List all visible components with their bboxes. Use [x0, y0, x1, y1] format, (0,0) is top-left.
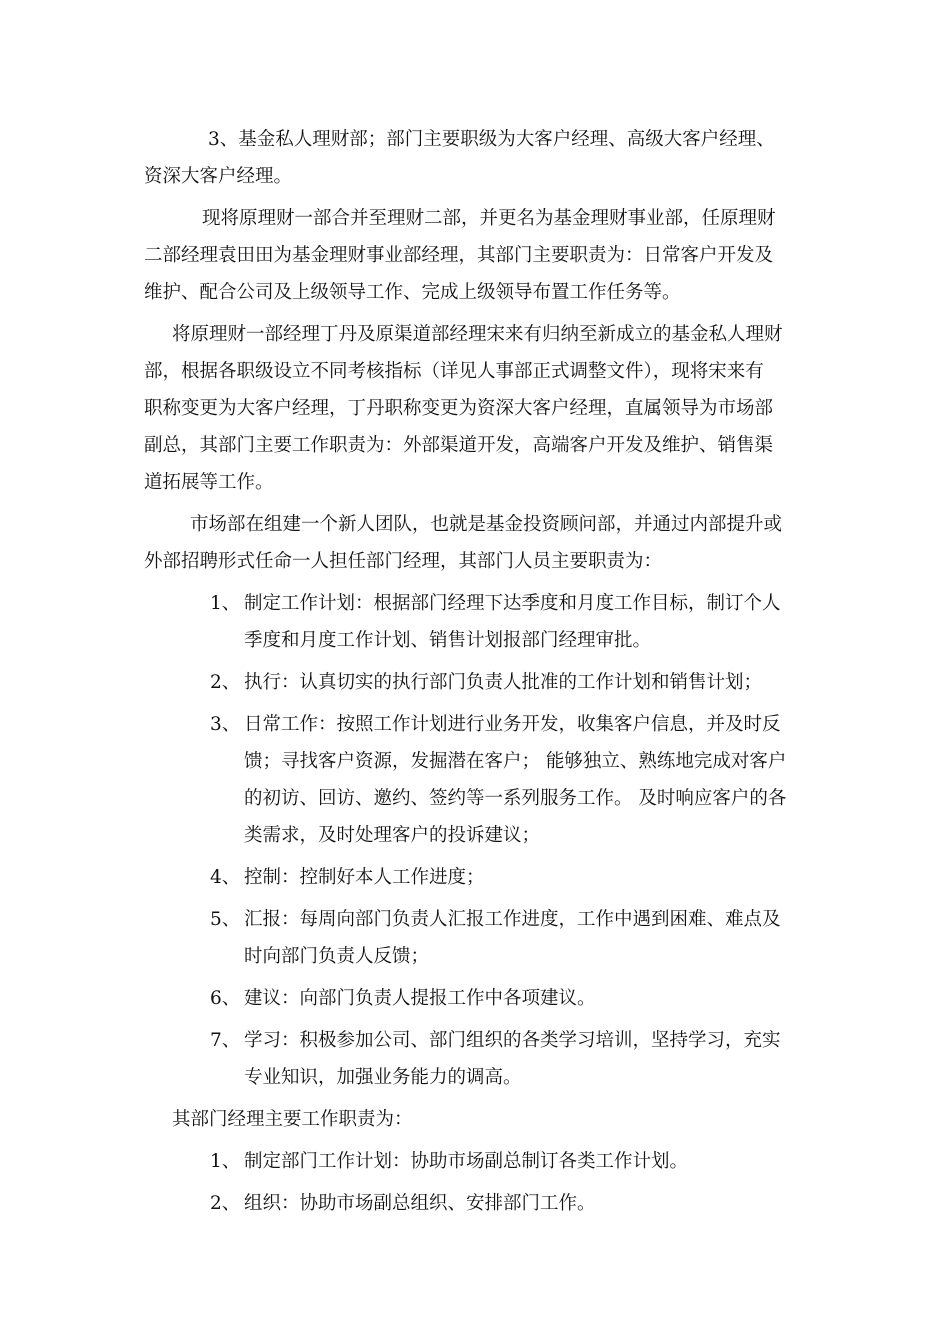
paragraph-line: 二部经理袁田田为基金理财事业部经理，其部门主要职责为：日常客户开发及 [144, 245, 774, 266]
paragraph-line: 部，根据各职级设立不同考核指标（详见人事部正式调整文件），现将宋来有 [144, 361, 764, 382]
paragraph-line: 将原理财一部经理丁丹及原渠道部经理宋来有归纳至新成立的基金私人理财 [172, 324, 783, 345]
paragraph-line: 资深大客户经理。 [144, 166, 293, 187]
paragraph-line: 维护、配合公司及上级领导工作、完成上级领导布置工作任务等。 [144, 282, 681, 303]
list-item-number: 1、 [210, 1151, 241, 1172]
list-item-text: 控制：控制好本人工作进度； [244, 867, 485, 888]
list-item-number: 1、 [210, 593, 241, 614]
list-item-number: 4、 [210, 867, 241, 888]
list-item-number: 2、 [210, 672, 241, 693]
list-item-number: 2、 [210, 1193, 241, 1214]
paragraph-line: 现将原理财一部合并至理财二部，并更名为基金理财事业部，任原理财 [202, 208, 776, 229]
list-item-text: 馈；寻找客户资源，发掘潜在客户； 能够独立、熟练地完成对客户 [244, 751, 787, 772]
list-item-text: 时向部门负责人反馈； [244, 946, 430, 967]
paragraph-line: 职称变更为大客户经理，丁丹职称变更为资深大客户经理，直属领导为市场部 [144, 398, 774, 419]
list-item-text: 制定部门工作计划：协助市场副总制订各类工作计划。 [244, 1151, 689, 1172]
section-heading: 其部门经理主要工作职责为： [172, 1109, 413, 1130]
list-item-number: 3、 [210, 714, 241, 735]
paragraph-line: 外部招聘形式任命一人担任部门经理，其部门人员主要职责为： [144, 551, 663, 572]
list-item-text: 学习：积极参加公司、部门组织的各类学习培训，坚持学习，充实 [244, 1030, 781, 1051]
list-item-number: 7、 [210, 1030, 241, 1051]
list-item-text: 执行：认真切实的执行部门负责人批准的工作计划和销售计划； [244, 672, 763, 693]
list-item-text: 类需求，及时处理客户的投诉建议； [244, 825, 541, 846]
paragraph-line: 3、基金私人理财部；部门主要职级为大客户经理、高级大客户经理、 [208, 129, 775, 150]
list-item-text: 专业知识，加强业务能力的调高。 [244, 1067, 522, 1088]
paragraph-line: 道拓展等工作。 [144, 472, 274, 493]
list-item-text: 日常工作：按照工作计划进行业务开发，收集客户信息，并及时反 [244, 714, 781, 735]
paragraph-line: 副总，其部门主要工作职责为：外部渠道开发，高端客户开发及维护、销售渠 [144, 435, 774, 456]
list-item-number: 6、 [210, 988, 241, 1009]
list-item-text: 组织：协助市场副总组织、安排部门工作。 [244, 1193, 596, 1214]
list-item-text: 的初访、回访、邀约、签约等一系列服务工作。 及时响应客户的各 [244, 788, 787, 809]
list-item-text: 建议：向部门负责人提报工作中各项建议。 [244, 988, 596, 1009]
list-item-text: 汇报：每周向部门负责人汇报工作进度，工作中遇到困难、难点及 [244, 909, 781, 930]
list-item-number: 5、 [210, 909, 241, 930]
list-item-text: 季度和月度工作计划、销售计划报部门经理审批。 [244, 630, 652, 651]
paragraph-line: 市场部在组建一个新人团队，也就是基金投资顾问部，并通过内部提升或 [190, 514, 783, 535]
list-item-text: 制定工作计划：根据部门经理下达季度和月度工作目标，制订个人 [244, 593, 781, 614]
